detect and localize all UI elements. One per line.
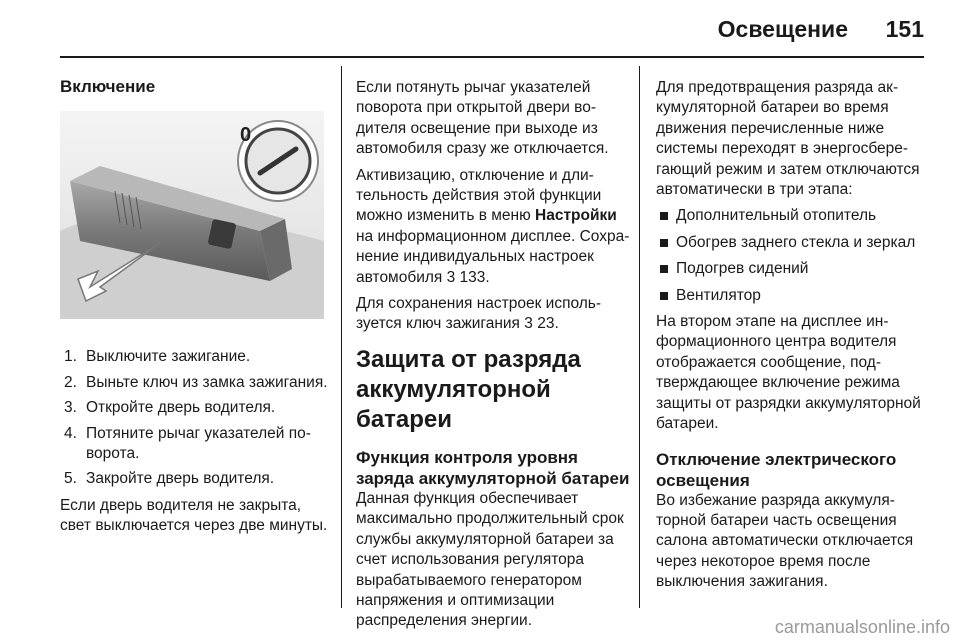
watermark: carmanualsonline.info [774, 617, 950, 637]
list-item: 4. Потяните рычаг указателей поворота. [64, 424, 311, 463]
list-item: 1. Выключите зажигание. [64, 348, 251, 366]
list-item: Дополнительный отопитель [656, 206, 928, 226]
paragraph: Данная функция обеспечивает максимально продолжительный срок службы аккумуляторной батареи за счет использования регулятора вырабатываемого генератором напряжения и оптимизации распределения энергии. [356, 489, 624, 630]
list-item: Вентилятор [656, 286, 928, 306]
page-number: 151 [885, 16, 924, 42]
subsection-heading-lighting-off: Отключение электрического освещения [656, 449, 897, 490]
turn-signal-lever-illustration [60, 111, 324, 319]
page-reference: 3 133. [446, 268, 490, 286]
right-column [656, 78, 928, 599]
steps-list [60, 347, 328, 489]
column-divider-1 [341, 66, 342, 608]
section-heading-battery-protection: Защита от разряда аккумуляторной батареи [356, 345, 581, 433]
paragraph: На втором этапе на дисплее информационного центра водителя отображается сообщение, подтверждающее включение режима защиты от разрядки аккумуляторной батареи. [656, 313, 921, 433]
page-reference: 3 23. [524, 315, 559, 333]
paragraph: Для сохранения настроек используется ключ зажигания 3 23. [356, 295, 602, 333]
paragraph: Для предотвращения разряда аккумуляторной батареи во время движения перечисленные ниже системы переходят в энергосберегающий режим и затем отключаются автоматически в три этапа: [656, 79, 920, 199]
list-item: 5. Закройте дверь водителя. [64, 470, 275, 488]
list-item: Обогрев заднего стекла и зеркал [656, 233, 928, 253]
paragraph: Если потянуть рычаг указателей поворота при открытой двери водителя освещение при выходе из автомобиля сразу же отключается. [356, 79, 609, 158]
paragraph: Во избежание разряда аккумуляторной батареи часть освещения салона автоматически отключается через некоторое время после выключения зажигания. [656, 491, 914, 591]
list-item: Подогрев сидений [656, 259, 928, 279]
list-item: 2. Выньте ключ из замка зажигания. [64, 373, 328, 391]
middle-column [356, 78, 632, 638]
page-title: Освещение [717, 16, 848, 42]
paragraph: Если дверь водителя не закрыта, свет выключается через две минуты. [60, 496, 328, 535]
section-heading-switching-on: Включение [60, 77, 156, 96]
systems-list [656, 206, 928, 306]
column-divider-2 [639, 66, 640, 608]
paragraph: Активизацию, отключение и длительность действия этой функции можно изменить в меню Настройки на информационном дисплее. Сохранение индивидуальных настроек автомобиля 3 133. [356, 166, 630, 286]
subsection-heading-battery-control: Функция контроля уровня заряда аккумуляторной батареи [356, 447, 630, 488]
list-item: 3. Откройте дверь водителя. [64, 399, 276, 417]
figure-label: 0 [240, 124, 252, 146]
left-column [60, 76, 328, 543]
settings-menu-term: Настройки [535, 207, 617, 225]
header-divider [60, 56, 924, 58]
